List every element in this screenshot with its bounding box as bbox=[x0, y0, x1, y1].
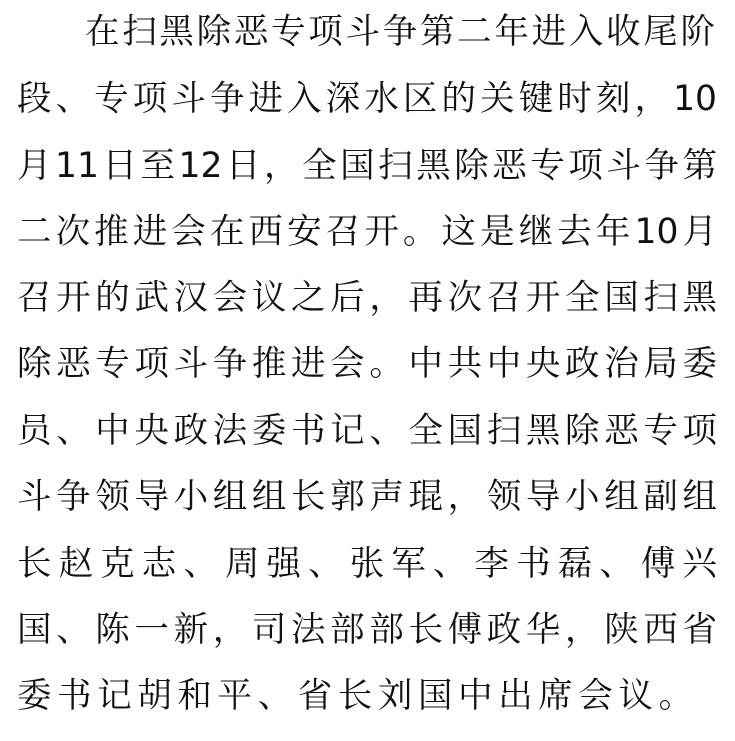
text-line-3: 月11日至12日，全国扫黑除恶专项斗争第 bbox=[17, 146, 717, 186]
text-line-8: 斗争领导小组组长郭声琨，领导小组副组 bbox=[17, 477, 717, 517]
text-line-11: 委书记胡和平、省长刘国中出席会议。 bbox=[17, 676, 699, 716]
text-line-10: 国、陈一新，司法部部长傅政华，陕西省 bbox=[17, 610, 717, 650]
text-line-4: 二次推进会在西安召开。这是继去年10月 bbox=[17, 212, 717, 252]
text-line-1: 在扫黑除恶专项斗争第二年进入收尾阶 bbox=[85, 12, 715, 52]
text-line-5: 召开的武汉会议之后，再次召开全国扫黑 bbox=[17, 278, 717, 318]
text-line-7: 员、中央政法委书记、全国扫黑除恶专项 bbox=[17, 411, 717, 451]
text-line-9: 长赵克志、周强、张军、李书磊、傅兴 bbox=[17, 544, 717, 584]
text-line-6: 除恶专项斗争推进会。中共中央政治局委 bbox=[17, 344, 717, 384]
text-line-2: 段、专项斗争进入深水区的关键时刻，10 bbox=[17, 79, 717, 119]
